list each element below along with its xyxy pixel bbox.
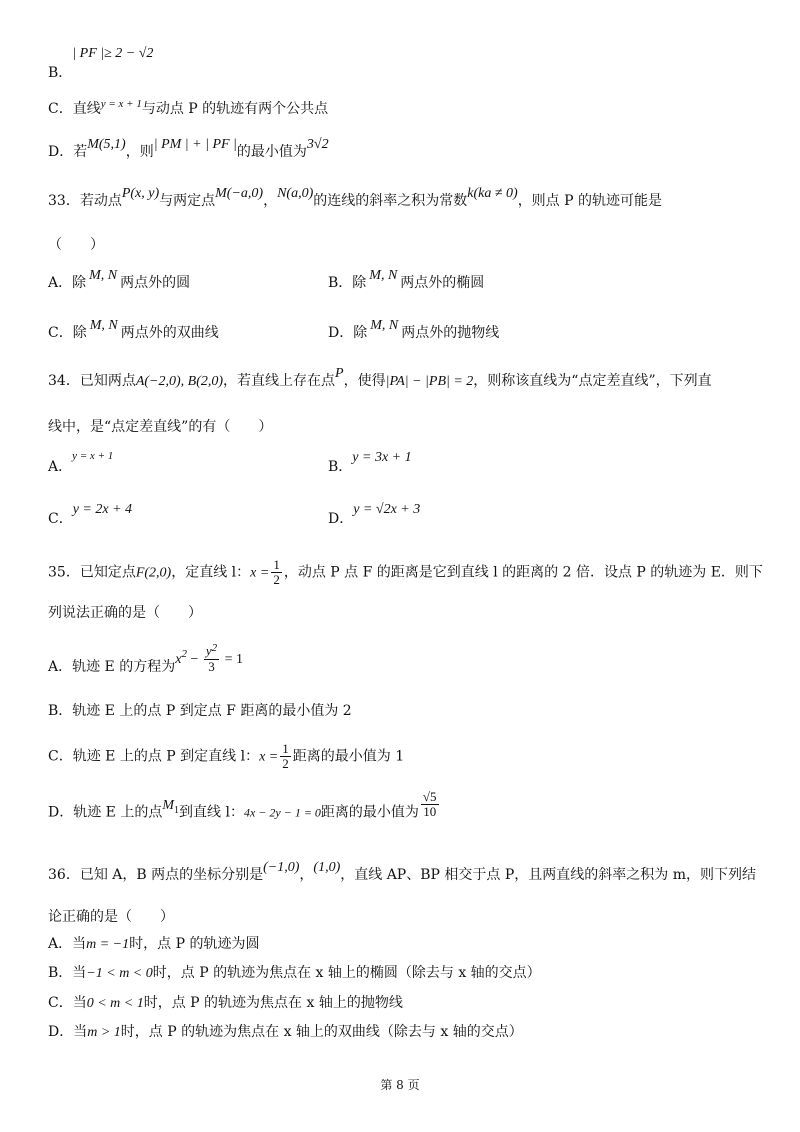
q35-option-d: D．轨迹 E 上的点$M_1$到直线 l：4x − 2y − 1 = 0距离的最小值为 $\frac{√5}{10}$ bbox=[48, 789, 437, 821]
q36-option-c: C．当0 < m < 1时，点 P 的轨迹为焦点在 x 轴上的抛物线 bbox=[48, 995, 403, 1011]
q32-option-b: B．| PF |≥ 2 − √2 bbox=[48, 46, 154, 81]
q35-stem: 35．已知定点F(2,0)，定直线 l：x = $\frac{1}{2}$ ，动点 P 点 F 的距离是它到直线 l 的距离的 2 倍．设点 P 的轨迹为 E．则下 bbox=[48, 557, 763, 587]
q35-option-c: C．轨迹 E 上的点 P 到定直线 l：x = $\frac{1}{2}$ 距离的最小值为 1 bbox=[48, 741, 405, 771]
q32-b-expr: | PF |≥ 2 − √2 bbox=[72, 46, 154, 61]
q34-stem-2: 线中，是“点定差直线”的有（ ） bbox=[48, 419, 273, 435]
q34-stem: 34．已知两点A(−2,0), B(2,0)，若直线上存在点P，使得|PA| − |PB| = 2，则称该直线为“点定差直线”，下列直 bbox=[48, 366, 712, 389]
q34-option-c: C．y = 2x + 4 bbox=[48, 502, 133, 527]
q35-option-a: A．轨迹 E 的方程为$x^2$ − $\frac{y^2}{3}$ = 1 bbox=[48, 642, 244, 675]
page-number: 第 8 页 bbox=[380, 1078, 420, 1092]
q35-c-frac: $\frac{1}{2}$ bbox=[282, 741, 289, 771]
q35-d-frac: $\frac{√5}{10}$ bbox=[422, 789, 437, 819]
q33-option-b: B．除 M, N 两点外的椭圆 bbox=[328, 268, 485, 291]
q33-option-d: D．除 M, N 两点外的抛物线 bbox=[328, 318, 500, 341]
q32-option-d: D．若M(5,1)，则| PM | + | PF |的最小值为3√2 bbox=[48, 137, 329, 160]
q32-option-c: C．直线$^{y = x + 1}$与动点 P 的轨迹有两个公共点 bbox=[48, 98, 329, 117]
q35-a-frac: $\frac{y^2}{3}$ bbox=[205, 642, 218, 674]
q33-stem: 33．若动点P(x, y)与两定点M(−a,0)，N(a,0)的连线的斜率之积为常数k(ka ≠ 0)，则点 P 的轨迹可能是 bbox=[48, 186, 663, 209]
q33-option-c: C．除 M, N 两点外的双曲线 bbox=[48, 318, 219, 341]
q35-stem-2: 列说法正确的是（ ） bbox=[48, 605, 202, 621]
q33-paren: （ ） bbox=[48, 237, 104, 253]
q36-option-a: A．当m = −1时，点 P 的轨迹为圆 bbox=[48, 936, 260, 952]
q34-option-a: A．$^{y = x + 1}$ bbox=[48, 450, 114, 475]
q35-option-b: B．轨迹 E 上的点 P 到定点 F 距离的最小值为 2 bbox=[48, 703, 352, 719]
q36-option-d: D．当m > 1时，点 P 的轨迹为焦点在 x 轴上的双曲线（除去与 x 轴的交点） bbox=[48, 1024, 523, 1040]
q34-option-b: B．y = 3x + 1 bbox=[328, 450, 412, 475]
q35-stem-frac: $\frac{1}{2}$ bbox=[273, 557, 280, 587]
q34-option-d: D．y = √2x + 3 bbox=[328, 502, 421, 527]
q36-option-b: B．当−1 < m < 0时，点 P 的轨迹为焦点在 x 轴上的椭圆（除去与 x 轴的交点） bbox=[48, 965, 541, 981]
q36-stem: 36．已知 A，B 两点的坐标分别是(−1,0)，(1,0)，直线 AP、BP 相交于点 P，且两直线的斜率之积为 m，则下列结 bbox=[48, 860, 756, 883]
q36-stem-2: 论正确的是（ ） bbox=[48, 909, 174, 925]
q33-option-a: A．除 M, N 两点外的圆 bbox=[48, 268, 191, 291]
